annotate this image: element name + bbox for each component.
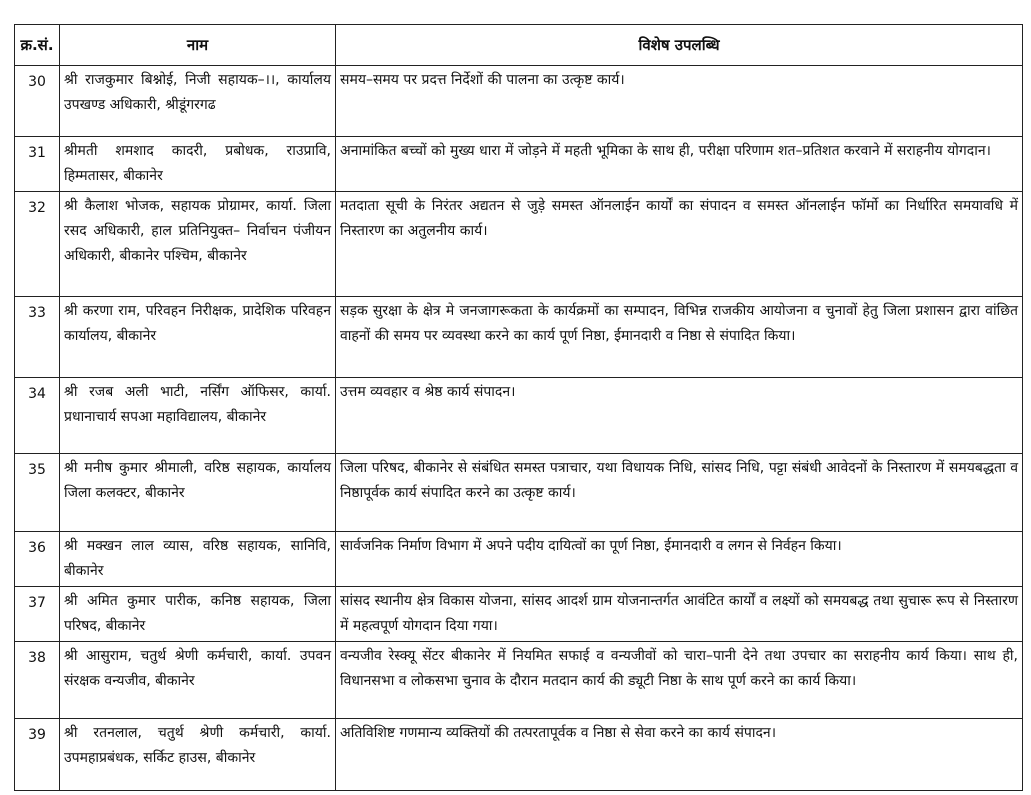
row-sno: 36: [15, 532, 60, 587]
table-row: [15, 378, 1023, 454]
table-row: [15, 587, 1023, 642]
row-achievement: अतिविशिष्ट गणमान्य व्यक्तियों की तत्परतापूर्वक व निष्ठा से सेवा करने का कार्य संपादन।: [336, 719, 1023, 791]
row-name: श्री अमित कुमार पारीक, कनिष्ठ सहायक, जिला परिषद, बीकानेर: [60, 587, 336, 642]
header-achievement: विशेष उपलब्धि: [336, 25, 1023, 66]
table-row: [15, 297, 1023, 378]
row-name: श्री राजकुमार बिश्नोई, निजी सहायक–।।, कार्यालय उपखण्ड अधिकारी, श्रीडूंगरगढ: [60, 66, 336, 137]
row-achievement: मतदाता सूची के निरंतर अद्यतन से जुड़े समस्त ऑनलाईन कार्यों का संपादन व समस्त ऑनलाईन फॉर्मो का निर्धारित समयावधि में निस्तारण का अतुलनीय कार्य।: [336, 192, 1023, 297]
table-row: [15, 642, 1023, 719]
row-name: श्री रजब अली भाटी, नर्सिंग ऑफिसर, कार्या. प्रधानाचार्य सपआ महाविद्यालय, बीकानेर: [60, 378, 336, 454]
row-sno: 31: [15, 137, 60, 192]
row-achievement: जिला परिषद, बीकानेर से संबंधित समस्त पत्राचार, यथा विधायक निधि, सांसद निधि, पट्टा संबंधी आवेदनों के निस्तारण में समयबद्धता व निष्ठापूर्वक कार्य संपादित करने का उत्कृष्ट कार्य।: [336, 454, 1023, 532]
row-name: श्री आसुराम, चतुर्थ श्रेणी कर्मचारी, कार्या. उपवन संरक्षक वन्यजीव, बीकानेर: [60, 642, 336, 719]
table-row: [15, 532, 1023, 587]
row-sno: 34: [15, 378, 60, 454]
row-achievement: उत्तम व्यवहार व श्रेष्ठ कार्य संपादन।: [336, 378, 1023, 454]
row-achievement: वन्यजीव रेस्क्यू सेंटर बीकानेर में नियमित सफाई व वन्यजीवों को चारा–पानी देने तथा उपचार का सराहनीय कार्य किया। साथ ही, विधानसभा व लोकसभा चुनाव के दौरान मतदान कार्य की ड्यूटी निष्ठा के साथ पूर्ण करने का कार्य किया।: [336, 642, 1023, 719]
row-sno: 37: [15, 587, 60, 642]
table-row: [15, 137, 1023, 192]
row-achievement: सार्वजनिक निर्माण विभाग में अपने पदीय दायित्वों का पूर्ण निष्ठा, ईमानदारी व लगन से निर्वहन किया।: [336, 532, 1023, 587]
table-row: [15, 719, 1023, 791]
header-row: [15, 25, 1023, 66]
row-name: श्री मक्खन लाल व्यास, वरिष्ठ सहायक, सानिवि, बीकानेर: [60, 532, 336, 587]
row-sno: 30: [15, 66, 60, 137]
row-sno: 38: [15, 642, 60, 719]
row-name: श्री कैलाश भोजक, सहायक प्रोग्रामर, कार्या. जिला रसद अधिकारी, हाल प्रतिनियुक्त– निर्वाचन पंजीयन अधिकारी, बीकानेर पश्चिम, बीकानेर: [60, 192, 336, 297]
table-row: [15, 66, 1023, 137]
row-achievement: समय–समय पर प्रदत्त निर्देशों की पालना का उत्कृष्ट कार्य।: [336, 66, 1023, 137]
table-row: [15, 192, 1023, 297]
row-name: श्री मनीष कुमार श्रीमाली, वरिष्ठ सहायक, कार्यालय जिला कलक्टर, बीकानेर: [60, 454, 336, 532]
header-name: नाम: [60, 25, 336, 66]
row-sno: 35: [15, 454, 60, 532]
row-achievement: अनामांकित बच्चों को मुख्य धारा में जोड़ने में महती भूमिका के साथ ही, परीक्षा परिणाम शत–प्रतिशत करवाने में सराहनीय योगदान।: [336, 137, 1023, 192]
row-name: श्रीमती शमशाद कादरी, प्रबोधक, राउप्रावि, हिम्मतासर, बीकानेर: [60, 137, 336, 192]
row-name: श्री करणा राम, परिवहन निरीक्षक, प्रादेशिक परिवहन कार्यालय, बीकानेर: [60, 297, 336, 378]
header-sno: क्र.सं.: [15, 25, 60, 66]
row-sno: 33: [15, 297, 60, 378]
row-name: श्री रतनलाल, चतुर्थ श्रेणी कर्मचारी, कार्या. उपमहाप्रबंधक, सर्किट हाउस, बीकानेर: [60, 719, 336, 791]
achievement-table: [14, 24, 1023, 791]
document-page: [14, 24, 1023, 791]
table-row: [15, 454, 1023, 532]
row-sno: 39: [15, 719, 60, 791]
row-sno: 32: [15, 192, 60, 297]
row-achievement: सांसद स्थानीय क्षेत्र विकास योजना, सांसद आदर्श ग्राम योजनान्तर्गत आवंटित कार्यों व लक्ष्यों को समयबद्ध तथा सुचारू रूप से निस्तारण में महत्वपूर्ण योगदान दिया गया।: [336, 587, 1023, 642]
row-achievement: सड़क सुरक्षा के क्षेत्र मे जनजागरूकता के कार्यक्रमों का सम्पादन, विभिन्न राजकीय आयोजना व चुनावों हेतु जिला प्रशासन द्वारा वांछित वाहनों की समय पर व्यवस्था करने का कार्य पूर्ण निष्ठा, ईमानदारी व निष्ठा से संपादित किया।: [336, 297, 1023, 378]
